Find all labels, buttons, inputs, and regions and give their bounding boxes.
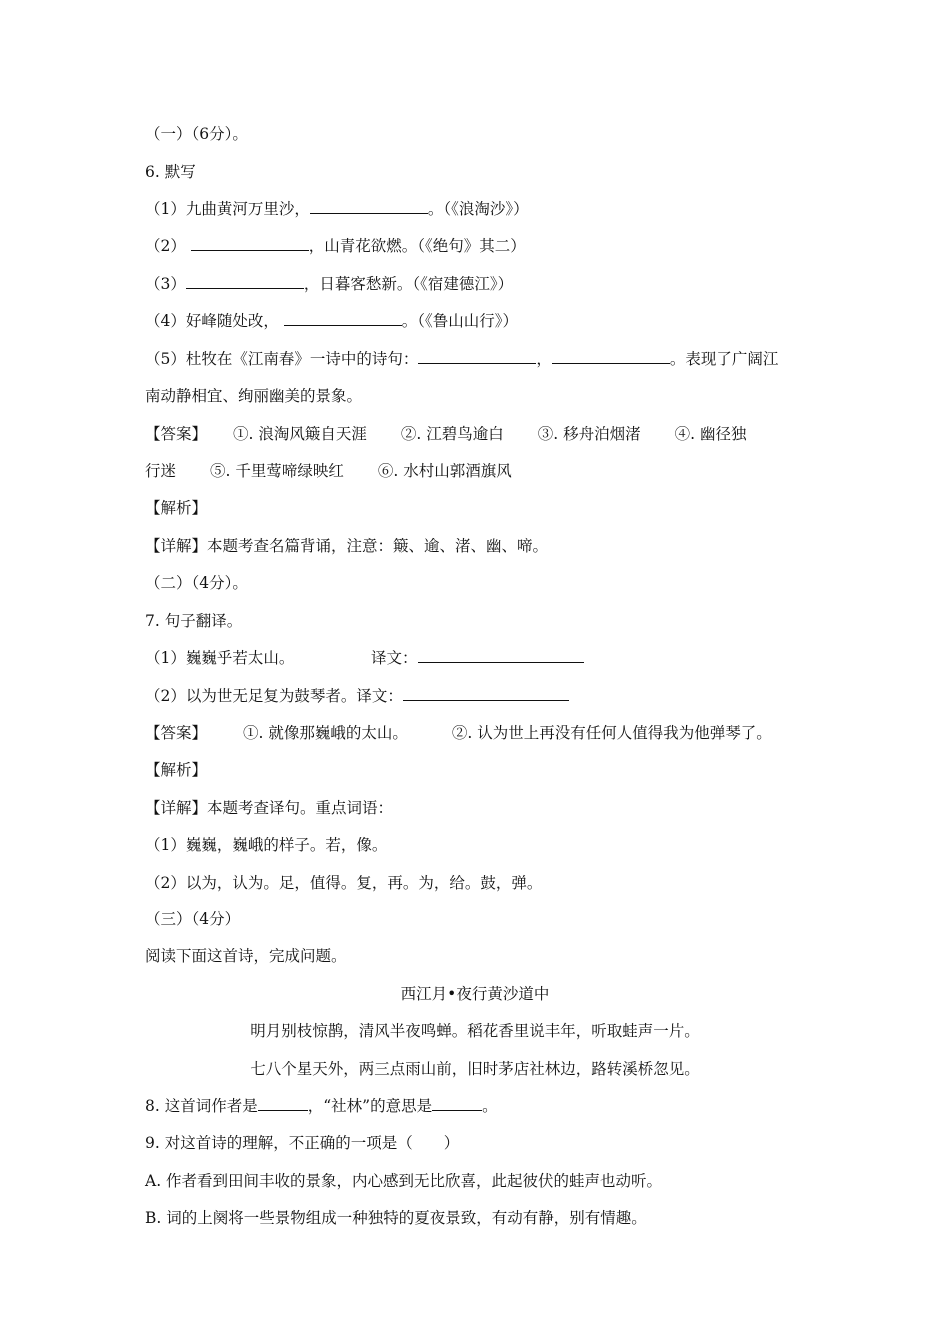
q6-item-3-text: （3） — [145, 275, 186, 293]
answer-label: 【答案】 — [145, 724, 208, 742]
q6-analysis-label: 【解析】 — [145, 499, 208, 517]
answer-item: ⑥. 水村山郭酒旗风 — [377, 462, 512, 480]
q7-detail-2: （2）以为，认为。足，值得。复，再。为，给。鼓，弹。 — [145, 874, 543, 892]
q6-item-2-text: （2） — [145, 237, 191, 255]
question-6-title: 6. 默写 — [145, 163, 196, 181]
answer-item: ②. 认为世上再没有任何人值得我为他弹琴了。 — [451, 724, 772, 742]
q8-text: 8. 这首词作者是 — [145, 1097, 258, 1115]
poem-title: 西江月•夜行黄沙道中 — [400, 985, 550, 1003]
q6-item-1-source: 。（《浪淘沙》） — [427, 200, 529, 218]
question-9-stem: 9. 对这首诗的理解，不正确的一项是（ ） — [145, 1134, 460, 1152]
translation-label: 译文： — [356, 687, 403, 705]
q7-item-1 — [145, 648, 584, 668]
q6-item-4 — [145, 311, 518, 331]
q8-text-middle: ，“社林”的意思是 — [307, 1097, 433, 1115]
q9-option-b[interactable]: B. 词的上阕将一些景物组成一种独特的夏夜景致，有动有静，别有情趣。 — [145, 1209, 647, 1227]
answer-item: ①. 就像那巍峨的太山。 — [243, 724, 408, 742]
q7-item-2 — [145, 686, 569, 706]
answer-item: 行迷 — [145, 462, 177, 480]
question-8 — [145, 1096, 498, 1116]
q8-text-end: 。 — [482, 1097, 498, 1115]
poem-line-2: 七八个星天外，两三点雨山前，旧时茅店社林边，路转溪桥忽见。 — [250, 1060, 700, 1078]
q6-item-2 — [145, 236, 526, 256]
q6-item-5-text: （5）杜牧在《江南春》一诗中的诗句： — [145, 350, 419, 368]
q6-item-5 — [145, 349, 778, 369]
q7-item-1-text: （1）巍巍乎若太山。 — [145, 649, 295, 667]
section-2-header: （二）（4分）。 — [145, 574, 248, 592]
q7-answer-row — [145, 723, 772, 743]
q6-answer-row-1 — [145, 424, 746, 444]
poem-line-1: 明月别枝惊鹊，清风半夜鸣蝉。稻花香里说丰年，听取蛙声一片。 — [250, 1022, 700, 1040]
section-3-header: （三）（4分） — [145, 910, 241, 928]
translation-blank[interactable] — [403, 686, 569, 701]
answer-blank[interactable] — [258, 1096, 308, 1111]
q6-answer-row-2 — [145, 461, 512, 481]
q6-item-1 — [145, 199, 529, 219]
q6-detail: 【详解】本题考查名篇背诵，注意：簸、逾、渚、幽、啼。 — [145, 537, 549, 555]
answer-blank[interactable] — [191, 236, 309, 251]
answer-blank[interactable] — [418, 349, 536, 364]
answer-blank[interactable] — [552, 349, 670, 364]
q7-detail: 【详解】本题考查译句。重点词语： — [145, 799, 394, 817]
q6-item-2-source: ，山青花欲燃。（《绝句》其二） — [308, 237, 526, 255]
q6-item-5-continued: 南动静相宜、绚丽幽美的景象。 — [145, 387, 363, 405]
answer-item: ①. 浪淘风簸自天涯 — [233, 425, 367, 443]
translation-label: 译文： — [371, 649, 418, 667]
translation-blank[interactable] — [418, 648, 584, 663]
q6-item-4-source: 。（《鲁山山行》） — [401, 312, 519, 330]
answer-blank[interactable] — [310, 199, 428, 214]
q6-item-5-comma: ， — [536, 350, 552, 368]
section-1-header: （一）（6分）。 — [145, 125, 248, 143]
reading-instruction: 阅读下面这首诗，完成问题。 — [145, 947, 347, 965]
answer-label: 【答案】 — [145, 425, 208, 443]
q6-item-5-tail: 。表现了广阔江 — [669, 350, 779, 368]
q7-detail-1: （1）巍巍，巍峨的样子。若，像。 — [145, 836, 388, 854]
q9-option-a[interactable]: A. 作者看到田间丰收的景象，内心感到无比欣喜，此起彼伏的蛙声也动听。 — [145, 1172, 663, 1190]
q6-item-3-source: ，日暮客愁新。（《宿建德江》） — [303, 275, 514, 293]
q6-item-1-text: （1）九曲黄河万里沙， — [145, 200, 310, 218]
q7-analysis-label: 【解析】 — [145, 761, 208, 779]
answer-item: ②. 江碧鸟逾白 — [400, 425, 504, 443]
answer-item: ④. 幽径独 — [674, 425, 747, 443]
answer-blank[interactable] — [432, 1096, 482, 1111]
answer-item: ⑤. 千里莺啼绿映红 — [210, 462, 344, 480]
question-7-title: 7. 句子翻译。 — [145, 612, 243, 630]
q7-item-2-text: （2）以为世无足复为鼓琴者。 — [145, 687, 357, 705]
answer-blank[interactable] — [284, 311, 402, 326]
q6-item-4-text: （4）好峰随处改， — [145, 312, 284, 330]
answer-item: ③. 移舟泊烟渚 — [537, 425, 641, 443]
answer-blank[interactable] — [186, 274, 304, 289]
q6-item-3 — [145, 274, 513, 294]
